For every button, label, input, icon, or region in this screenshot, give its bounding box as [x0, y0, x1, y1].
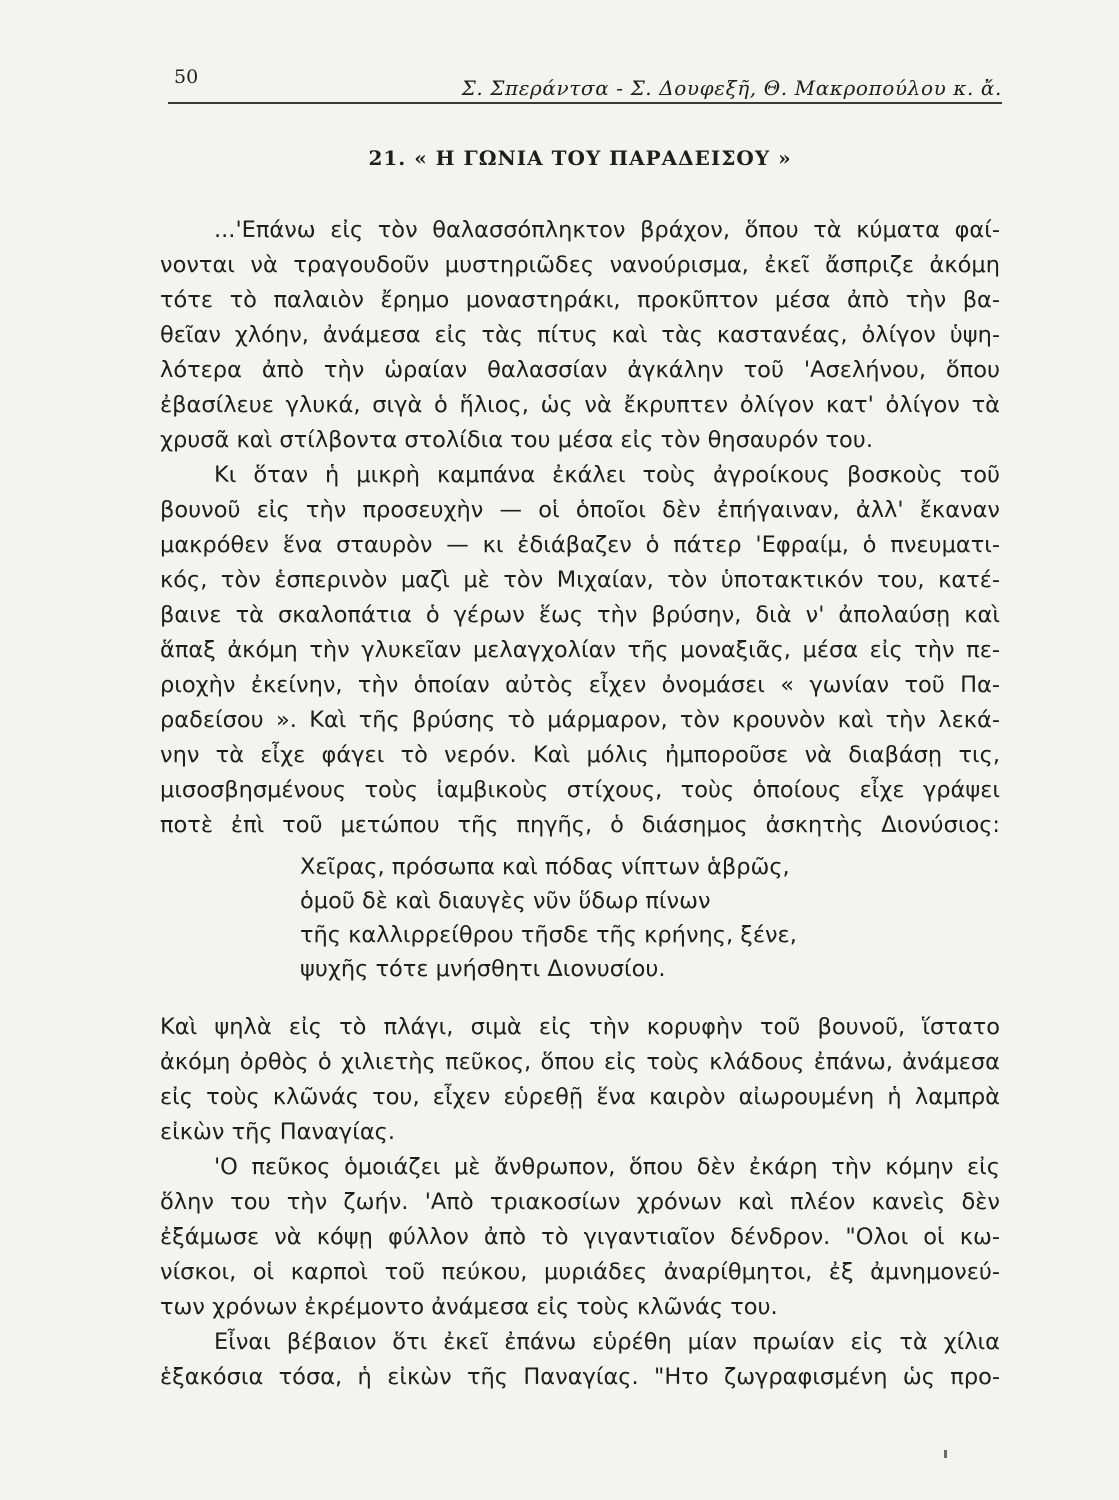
- verse-line: τῆς καλλιρρείθρου τῆσδε τῆς κρήνης, ξένε,: [300, 922, 797, 948]
- text-line: νονται νὰ τραγουδοῦν μυστηριῶδες νανούρισμα, ἐκεῖ ἄσπριζε ἀκόμη: [160, 252, 1000, 278]
- verse-line: Χεῖρας, πρόσωπα καὶ πόδας νίπτων ἁβρῶς,: [300, 854, 790, 880]
- text-line: ἅπαξ ἀκόμη τὴν γλυκεῖαν μελαγχολίαν τῆς μοναξιᾶς, μέσα εἰς τὴν πε-: [160, 637, 1000, 663]
- page-header: [168, 62, 1002, 104]
- text-line: των χρόνων ἐκρέμοντο ἀνάμεσα εἰς τοὺς κλῶνάς του.: [160, 1294, 778, 1320]
- text-line: λότερα ἀπὸ τὴν ὡραίαν θαλασσίαν ἀγκάλην τοῦ 'Ασελήνου, ὅπου: [160, 357, 1000, 383]
- text-line: θεῖαν χλόην, ἀνάμεσα εἰς τὰς πίτυς καὶ τὰς καστανέας, ὀλίγον ὑψη-: [160, 322, 1000, 348]
- text-line: νην τὰ εἶχε φάγει τὸ νερόν. Καὶ μόλις ἠμποροῦσε νὰ διαβάσῃ τις,: [160, 742, 1000, 768]
- text-line: Κι ὅταν ἡ μικρὴ καμπάνα ἐκάλει τοὺς ἀγροίκους βοσκοὺς τοῦ: [214, 462, 1000, 488]
- text-line: ριοχὴν ἐκείνην, τὴν ὁποίαν αὐτὸς εἶχεν ὀνομάσει « γωνίαν τοῦ Πα-: [160, 672, 1000, 698]
- running-head: Σ. Σπεράντσα - Σ. Δουφεξῆ, Θ. Μακροπούλου κ. ἄ.: [461, 76, 1002, 100]
- text-line: μισοσβησμένους τοὺς ἰαμβικοὺς στίχους, τοὺς ὁποίους εἶχε γράψει: [160, 777, 1000, 803]
- text-line: εἰκὼν τῆς Παναγίας.: [160, 1119, 396, 1145]
- text-line: νίσκοι, οἱ καρποὶ τοῦ πεύκου, μυριάδες ἀναρίθμητοι, ἐξ ἀμνημονεύ-: [160, 1259, 1000, 1285]
- text-line: κός, τὸν ἑσπερινὸν μαζὶ μὲ τὸν Μιχαίαν, τὸν ὑποτακτικόν του, κατέ-: [160, 567, 1000, 593]
- text-line: ἀκόμη ὀρθὸς ὁ χιλιετὴς πεῦκος, ὅπου εἰς τοὺς κλάδους ἐπάνω, ἀνάμεσα: [160, 1049, 1000, 1075]
- text-line: Εἶναι βέβαιον ὅτι ἐκεῖ ἐπάνω εὑρέθη μίαν πρωίαν εἰς τὰ χίλια: [214, 1329, 1000, 1355]
- text-line: μακρόθεν ἕνα σταυρὸν — κι ἐδιάβαζεν ὁ πάτερ 'Εφραίμ, ὁ πνευματι-: [160, 532, 1000, 558]
- text-line: ἐξάμωσε νὰ κόψῃ φύλλον ἀπὸ τὸ γιγαντιαῖον δένδρον. "Ολοι οἱ κω-: [160, 1224, 1000, 1250]
- text-line: χρυσᾶ καὶ στίλβοντα στολίδια του μέσα εἰς τὸν θησαυρόν του.: [160, 427, 873, 453]
- page-number: 50: [174, 66, 199, 88]
- verse-line: ψυχῆς τότε μνήσθητι Διονυσίου.: [300, 956, 666, 982]
- text-line: εἰς τοὺς κλῶνάς του, εἶχεν εὑρεθῇ ἕνα καιρὸν αἰωρουμένη ἡ λαμπρὰ: [160, 1084, 1000, 1110]
- text-line: βουνοῦ εἰς τὴν προσευχὴν — οἱ ὁποῖοι δὲν ἐπήγαιναν, ἀλλ' ἔκαναν: [160, 497, 1000, 523]
- text-line: ἐβασίλευε γλυκά, σιγὰ ὁ ἥλιος, ὡς νὰ ἔκρυπτεν ὀλίγον κατ' ὀλίγον τὰ: [160, 392, 1000, 418]
- section-title: 21. « Η ΓΩΝΙΑ ΤΟΥ ΠΑΡΑΔΕΙΣΟΥ »: [368, 146, 792, 170]
- text-line: βαινε τὰ σκαλοπάτια ὁ γέρων ἕως τὴν βρύσην, διὰ ν' ἀπολαύσῃ καὶ: [160, 602, 1000, 628]
- text-line: Καὶ ψηλὰ εἰς τὸ πλάγι, σιμὰ εἰς τὴν κορυφὴν τοῦ βουνοῦ, ἵστατο: [160, 1014, 1000, 1040]
- text-line: ἑξακόσια τόσα, ἡ εἰκὼν τῆς Παναγίας. "Ητο ζωγραφισμένη ὡς προ-: [160, 1364, 1000, 1390]
- text-line: τότε τὸ παλαιὸν ἔρημο μοναστηράκι, προκῦπτον μέσα ἀπὸ τὴν βα-: [160, 287, 1000, 313]
- text-line: ὅλην του τὴν ζωήν. 'Απὸ τριακοσίων χρόνων καὶ πλέον κανεὶς δὲν: [160, 1189, 1000, 1215]
- text-line: ραδείσου ». Καὶ τῆς βρύσης τὸ μάρμαρον, τὸν κρουνὸν καὶ τὴν λεκά-: [160, 707, 1000, 733]
- text-line: ...'Επάνω εἰς τὸν θαλασσόπληκτον βράχον, ὅπου τὰ κύματα φαί-: [214, 217, 1000, 243]
- text-line: ποτὲ ἐπὶ τοῦ μετώπου τῆς πηγῆς, ὁ διάσημος ἀσκητὴς Διονύσιος:: [160, 812, 1000, 838]
- text-line: 'Ο πεῦκος ὁμοιάζει μὲ ἄνθρωπον, ὅπου δὲν ἐκάρη τὴν κόμην εἰς: [214, 1154, 1000, 1180]
- verse-line: ὁμοῦ δὲ καὶ διαυγὲς νῦν ὕδωρ πίνων: [300, 888, 711, 914]
- print-speck: [944, 1450, 947, 1458]
